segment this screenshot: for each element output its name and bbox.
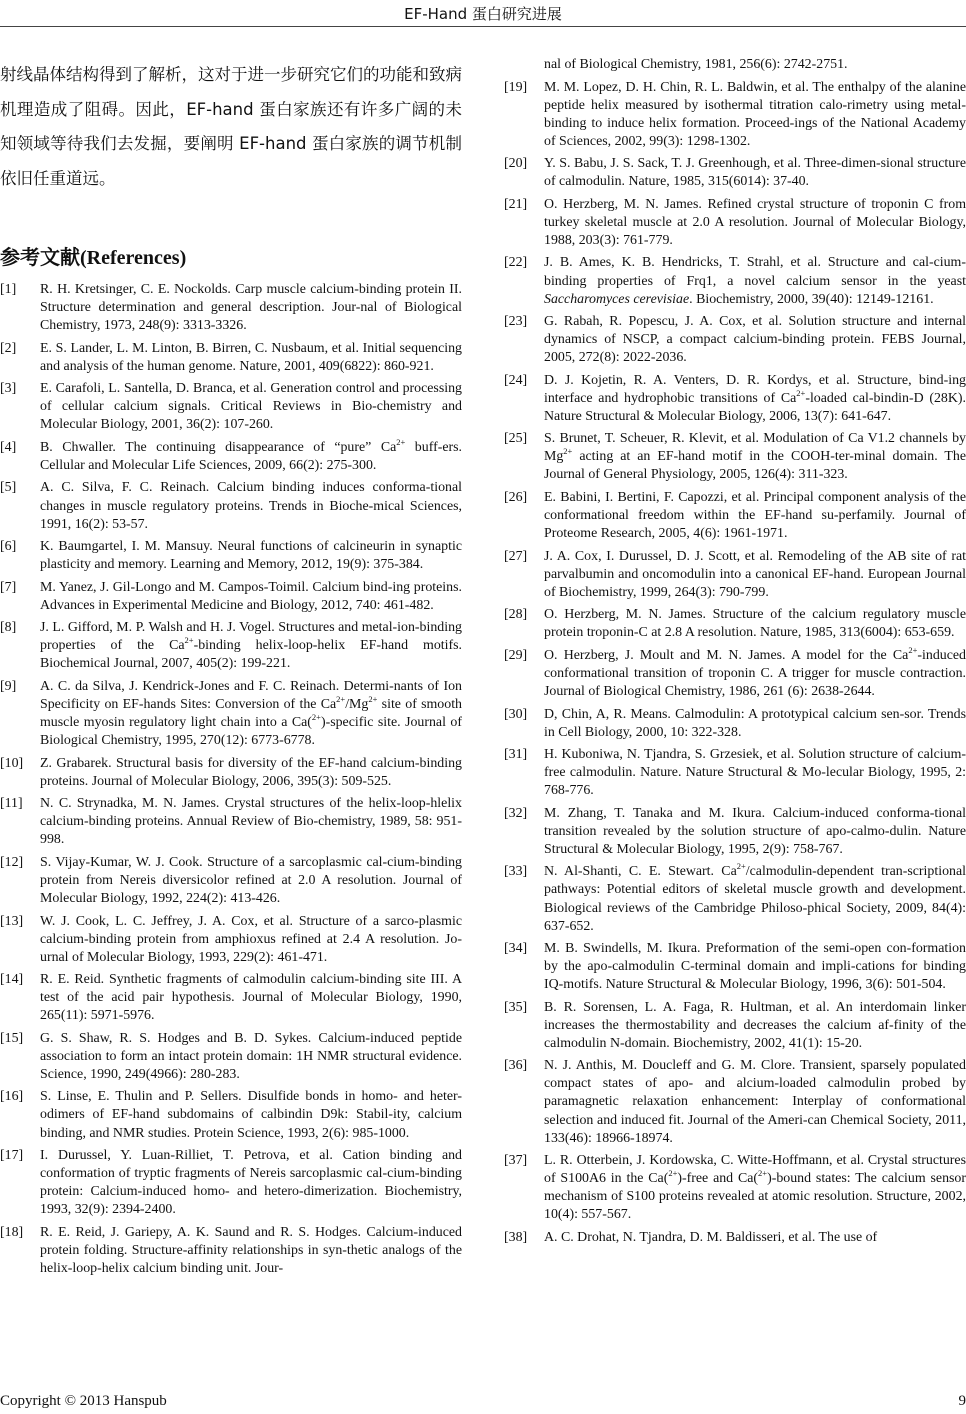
reference-item: [0, 854, 462, 908]
reference-item: [0, 1147, 462, 1219]
reference-number: [6]: [0, 539, 17, 555]
reference-text: Y. S. Babu, J. S. Sack, T. J. Greenhough, et al. Three-dimen-sional structure of calmodulin. Nature, 1985, 315(6014): 37-40.: [544, 156, 966, 190]
reference-number: [26]: [504, 490, 528, 506]
reference-text: S. Linse, E. Thulin and P. Sellers. Disulfide bonds in homo- and heter-odimers of EF-hand subdomains of calbindin D9k: Stabil-ity, calcium binding, and NMR studies. Protein Science, 1993, 2(6): 985-1000.: [40, 1089, 462, 1141]
reference-list-left: [0, 281, 462, 1278]
reference-item: [0, 619, 462, 673]
reference-item: [504, 79, 966, 151]
reference-item: [0, 755, 462, 791]
left-column: [0, 58, 462, 1282]
reference-item: [504, 254, 966, 308]
header-rule: [0, 26, 966, 27]
reference-text: A. C. Silva, F. C. Reinach. Calcium binding induces conforma-tional changes in muscle regulatory proteins. Trends in Bioche-mical Sciences, 1991, 16(2): 53-57.: [40, 480, 462, 532]
reference-number: [9]: [0, 678, 17, 694]
reference-text: S. Brunet, T. Scheuer, R. Klevit, et al. Modulation of Ca V1.2 channels by $Mg^{2+}$ acting at an EF-hand motif in the COOH-ter-minal domain. The Journal of General Physiology, 2005, 126(4): 311-323.: [544, 431, 966, 483]
reference-number: [17]: [0, 1148, 24, 1164]
reference-continuation-text: nal of Biological Chemistry, 1981, 256(6): 2742-2751.: [544, 57, 848, 72]
reference-text: R. E. Reid, J. Gariepy, A. K. Saund and R. S. Hodges. Calcium-induced protein folding. Structure-affinity relationships in syn-thetic analogs of the helix-loop-helix calcium binding unit. Jour-: [40, 1224, 462, 1276]
reference-item: [0, 1088, 462, 1142]
references-heading-cn: 参考文献: [0, 245, 80, 269]
reference-item: [504, 940, 966, 994]
reference-item: [0, 579, 462, 615]
reference-number: [21]: [504, 196, 528, 212]
reference-number: [18]: [0, 1224, 24, 1240]
reference-item: [504, 606, 966, 642]
reference-text: M. Yanez, J. Gil-Longo and M. Campos-Toimil. Calcium bind-ing proteins. Advances in Experimental Medicine and Biology, 2012, 740: 461-482.: [40, 579, 462, 613]
reference-number: [23]: [504, 314, 528, 330]
reference-number: [38]: [504, 1229, 528, 1245]
reference-item: [504, 196, 966, 250]
reference-number: [34]: [504, 941, 528, 957]
reference-number: [25]: [504, 431, 528, 447]
reference-item: [504, 1152, 966, 1224]
references-heading: [0, 244, 462, 271]
reference-text: R. E. Reid. Synthetic fragments of calmodulin calcium-binding site III. A test of the acid pair hypothesis. Journal of Molecular Biology, 1990, 265(11): 5971-5976.: [40, 972, 462, 1024]
reference-text: M. Zhang, T. Tanaka and M. Ikura. Calcium-induced conforma-tional transition revealed by the solution structure of apo-calmo-dulin. Nature Structural & Molecular Biology, 1995, 2(9): 758-767.: [544, 805, 966, 857]
reference-text: E. Carafoli, L. Santella, D. Branca, et al. Generation control and processing of cellular calcium signals. Critical Reviews in Bio-chemistry and Molecular Biology, 2001, 36(2): 107-260.: [40, 381, 462, 433]
reference-item: [0, 340, 462, 376]
right-column: [504, 56, 966, 1251]
reference-item: [0, 913, 462, 967]
page-number: 9: [958, 1393, 966, 1409]
reference-text: K. Baumgartel, I. M. Mansuy. Neural functions of calcineurin in synaptic plasticity and memory. Learning and Memory, 2012, 19(9): 375-384.: [40, 539, 462, 573]
reference-text: B. R. Sorensen, L. A. Faga, R. Hultman, et al. An interdomain linker increases the thermostability and decreases the calcium af-finity of the calmodulin N-domain. Biochemistry, 2002, 41(1): 15-20.: [544, 999, 966, 1051]
reference-number: [28]: [504, 607, 528, 623]
reference-number: [7]: [0, 579, 17, 595]
reference-item: [504, 706, 966, 742]
reference-text: M. B. Swindells, M. Ikura. Preformation of the semi-open con-formation by the apo-calmodulin C-terminal domain and impli-cations for binding IQ-motifs. Nature Structural & Molecular Biology, 1996, 3(6): 501-504.: [544, 941, 966, 993]
reference-number: [3]: [0, 381, 17, 397]
reference-number: [15]: [0, 1030, 24, 1046]
reference-text: N. Al-Shanti, C. E. Stewart. $Ca^{2+}/calmodulin$-dependent tran-scriptional pathways: Potential editors of skeletal muscle growth and development. Biological reviews of the Cambridge Philoso-phical Society, 2009, 84(4): 637-652.: [544, 861, 966, 934]
reference-item: [504, 548, 966, 602]
reference-text: Z. Grabarek. Structural basis for diversity of the EF-hand calcium-binding proteins. Journal of Molecular Biology, 2006, 395(3): 509-525.: [40, 755, 462, 789]
reference-number: [27]: [504, 548, 528, 564]
reference-text: H. Kuboniwa, N. Tjandra, S. Grzesiek, et al. Solution structure of calcium-free calmodulin. Nature. Nature Structural & Mo-lecular Biology, 1995, 2: 768-776.: [544, 747, 966, 799]
reference-number: [5]: [0, 480, 17, 496]
reference-text: N. C. Strynadka, M. N. James. Crystal structures of the helix-loop-hlelix calcium-binding proteins. Annual Review of Bio-chemistry, 1989, 58: 951-998.: [40, 796, 462, 848]
reference-number: [36]: [504, 1058, 528, 1074]
reference-item: [0, 1224, 462, 1278]
reference-number: [8]: [0, 620, 17, 636]
reference-number: [14]: [0, 972, 24, 988]
reference-number: [12]: [0, 854, 24, 870]
reference-text: J. B. Ames, K. B. Hendricks, T. Strahl, et al. Structure and cal-cium-binding properties of Frq1, a novel calcium sensor in the yeast Saccharomyces cerevisiae. Biochemistry, 2000, 39(40): 12149-12161.: [544, 255, 966, 307]
copyright-footer: Copyright © 2013 Hanspub: [0, 1393, 167, 1409]
reference-number: [33]: [504, 864, 528, 880]
reference-item: [504, 746, 966, 800]
reference-number: [19]: [504, 79, 528, 95]
reference-number: [16]: [0, 1089, 24, 1105]
reference-number: [1]: [0, 282, 17, 297]
reference-item: [504, 1229, 966, 1247]
reference-text: J. A. Cox, I. Durussel, D. J. Scott, et al. Remodeling of the AB site of rat parvalbumin and oncomodulin into a canonical EF-hand. European Journal of Biochemistry, 1999, 264(3): 790-799.: [544, 548, 966, 600]
reference-item: [0, 380, 462, 434]
reference-item: [504, 999, 966, 1053]
references-heading-en: (References): [80, 247, 187, 269]
reference-text: N. J. Anthis, M. Doucleff and G. M. Clore. Transient, sparsely populated compact states of apo- and alcium-loaded calmodulin probed by paramagnetic relaxation enhancement: Interplay of conformational selection and induced fit. Journal of the Ameri-can Chemical Society, 2011, 133(46): 18966-18974.: [544, 1058, 966, 1146]
reference-text: G. Rabah, R. Popescu, J. A. Cox, et al. Solution structure and internal dynamics of NSCP, a compact calcium-binding protein. FEBS Journal, 2005, 272(8): 2022-2036.: [544, 314, 966, 366]
reference-number: [31]: [504, 747, 528, 763]
reference-item: [504, 430, 966, 484]
running-header: EF-Hand 蛋白研究进展: [404, 5, 562, 23]
reference-text: D. J. Kojetin, R. A. Venters, D. R. Kordys, et al. Structure, bind-ing interface and hydrophobic transitions of $Ca^{2+}$-loaded cal-bindin-D (28K). Nature Structural & Molecular Biology, 2006, 13(7): 641-647.: [544, 372, 966, 424]
reference-item: [504, 489, 966, 543]
reference-text: O. Herzberg, J. Moult and M. N. James. A model for the $Ca^{2+}$-induced conformational transition of troponin C. A trigger for muscle contraction. Journal of Biological Chemistry, 1986, 261 (6): 2638-2644.: [544, 644, 966, 699]
reference-text: O. Herzberg, M. N. James. Refined crystal structure of troponin C from turkey skeletal muscle at 2.0 A resolution. Journal of Molecular Biology, 1988, 203(3): 761-779.: [544, 196, 966, 248]
reference-item: [504, 372, 966, 426]
reference-number: [22]: [504, 255, 528, 271]
reference-number: [10]: [0, 755, 24, 771]
reference-text: L. R. Otterbein, J. Kordowska, C. Witte-Hoffmann, et al. Crystal structures of S100A6 in the Ca($^{2+}$)-free and Ca($^{2+}$)-bound states: The calcium sensor mechanism of S100 proteins revealed at atomic resolution. Structure, 2002, 10(4): 557-567.: [544, 1153, 966, 1223]
reference-text: M. M. Lopez, D. H. Chin, R. L. Baldwin, et al. The enthalpy of the alanine peptide helix measured by isothermal titration calo-rimetry using metal-binding to induce helix formation. Proceed-ings of the National Academy of Sciences, 2002, 99(3): 1298-1302.: [544, 79, 966, 149]
reference-text: O. Herzberg, M. N. James. Structure of the calcium regulatory muscle protein troponin-C at 2.8 A resolution. Nature, 1985, 313(6004): 653-659.: [544, 607, 966, 641]
reference-number: [35]: [504, 999, 528, 1015]
reference-item: [0, 281, 462, 335]
reference-list-right: [504, 79, 966, 1247]
reference-item: [504, 1057, 966, 1147]
reference-item: [0, 971, 462, 1025]
reference-item: [0, 436, 462, 475]
reference-number: [32]: [504, 805, 528, 821]
reference-continuation: [504, 56, 966, 74]
reference-number: [29]: [504, 647, 528, 663]
reference-text: A. C. Drohat, N. Tjandra, D. M. Baldisseri, et al. The use of: [544, 1229, 878, 1245]
reference-text: R. H. Kretsinger, C. E. Nockolds. Carp muscle calcium-binding protein II. Structure determination and general description. Jour-nal of Biological Chemistry, 1973, 248(9): 3313-3326.: [40, 282, 462, 334]
reference-item: [504, 863, 966, 935]
reference-text: W. J. Cook, L. C. Jeffrey, J. A. Cox, et al. Structure of a sarco-plasmic calcium-binding protein from amphioxus refined at 2.4 A resolution. Jo-urnal of Molecular Biology, 1993, 229(2): 461-471.: [40, 913, 462, 965]
reference-number: [20]: [504, 156, 528, 172]
reference-number: [24]: [504, 372, 528, 388]
reference-item: [504, 805, 966, 859]
reference-text: I. Durussel, Y. Luan-Rilliet, T. Petrova, et al. Cation binding and conformation of tryptic fragments of Nereis sarcoplasmic cal-cium-binding protein: Calcium-induced homo- and hetero-dimerization. Biochemistry, 1993, 32(9): 2394-2400.: [40, 1148, 462, 1218]
reference-text: D, Chin, A, R. Means. Calmodulin: A prototypical calcium sen-sor. Trends in Cell Biology, 2000, 10: 322-328.: [544, 706, 966, 740]
reference-number: [37]: [504, 1153, 528, 1169]
reference-text: E. Babini, I. Bertini, F. Capozzi, et al. Principal component analysis of the conformational freedom within the EF-hand su-perfamily. Journal of Proteome Research, 2005, 4(6): 1961-1971.: [544, 490, 966, 542]
reference-item: [0, 678, 462, 750]
reference-number: [11]: [0, 796, 23, 812]
reference-text: A. C. da Silva, J. Kendrick-Jones and F. C. Reinach. Determi-nants of Ion Specificity on EF-hands Sites: Conversion of the $Ca^{2+}/Mg^{2+}$ site of smooth muscle myosin regulatory light chain into a Ca($^{2+}$)-specific site. Journal of Biological Chemistry, 1995, 270(12): 6773-6778.: [40, 678, 463, 749]
reference-text: S. Vijay-Kumar, W. J. Cook. Structure of a sarcoplasmic cal-cium-binding protein from Nereis diversicolor refined at 2.0 A resolution. Journal of Molecular Biology, 1992, 224(2): 413-426.: [40, 854, 462, 906]
reference-number: [4]: [0, 439, 17, 455]
reference-item: [0, 538, 462, 574]
reference-item: [0, 795, 462, 849]
reference-number: [30]: [504, 706, 528, 722]
reference-text: B. Chwaller. The continuing disappearance of “pure” $Ca^{2+}$ buff-ers. Cellular and Molecular Life Sciences, 2009, 66(2): 275-300.: [40, 436, 462, 473]
reference-item: [504, 644, 966, 701]
intro-paragraph: 射线晶体结构得到了解析，这对于进一步研究它们的功能和致病机理造成了阻碍。因此，EF-hand 蛋白家族还有许多广阔的未知领域等待我们去发掘，要阐明 EF-hand 蛋白家族的调节机制依旧任重道远。: [0, 65, 462, 188]
reference-item: [504, 155, 966, 191]
reference-number: [2]: [0, 340, 17, 356]
reference-number: [13]: [0, 913, 24, 929]
reference-item: [0, 479, 462, 533]
reference-text: E. S. Lander, L. M. Linton, B. Birren, C. Nusbaum, et al. Initial sequencing and analysis of the human genome. Nature, 2001, 409(6822): 860-921.: [40, 340, 462, 374]
reference-text: J. L. Gifford, M. P. Walsh and H. J. Vogel. Structures and metal-ion-binding properties of the $Ca^{2+}$-binding helix-loop-helix EF-hand motifs. Biochemical Journal, 2007, 405(2): 199-221.: [40, 620, 462, 672]
reference-item: [504, 313, 966, 367]
reference-text: G. S. Shaw, R. S. Hodges and B. D. Sykes. Calcium-induced peptide association to form an intact protein domain: 1H NMR structural evidence. Science, 1990, 249(4966): 280-283.: [40, 1030, 462, 1082]
reference-item: [0, 1030, 462, 1084]
